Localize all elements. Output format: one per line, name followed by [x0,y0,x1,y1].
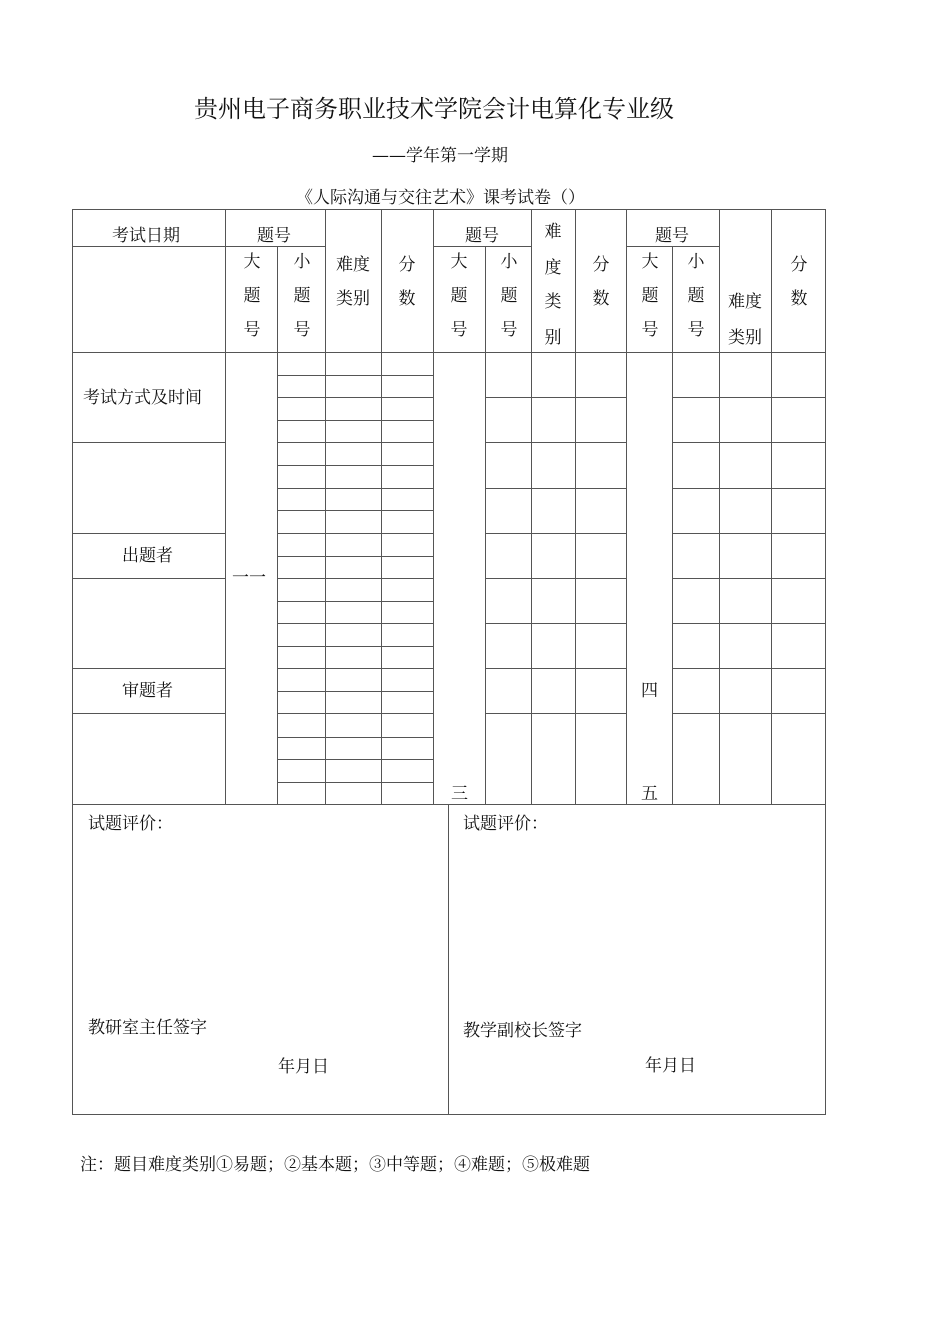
score-header-3: 分 数 [790,255,808,309]
exam-method-label: 考试方式及时间 [83,388,202,408]
section-three-label: 三 [451,784,468,804]
big-no-header-2: 大 题 号 [450,252,468,340]
section-one-label: 一一 [232,568,266,588]
small-no-header-1: 小 题 号 [293,252,311,340]
section-five-label: 五 [641,784,658,804]
big-no-header-1: 大 题 号 [243,252,261,340]
left-date-label: 年月日 [278,1057,329,1077]
right-signature-label: 教学副校长签字 [463,1021,582,1041]
difficulty-header-3: 难度 类别 [728,292,762,348]
question-no-header-2: 题号 [465,226,499,246]
term-line: ——学年第一学期 [372,146,508,166]
exam-date-label: 考试日期 [112,226,180,246]
score-header-1: 分 数 [398,255,416,309]
question-no-header-1: 题号 [257,226,291,246]
big-no-header-3: 大 题 号 [641,252,659,340]
difficulty-header-1: 难度 类别 [336,255,370,309]
small-no-header-2: 小 题 号 [500,252,518,340]
setter-label: 出题者 [122,546,173,566]
small-no-header-3: 小 题 号 [687,252,705,340]
question-no-header-3: 题号 [655,226,689,246]
left-evaluation-label: 试题评价： [88,814,173,834]
difficulty-footnote: 注：题目难度类别①易题；②基本题；③中等题；④难题；⑤极难题 [80,1155,590,1175]
document-title: 贵州电子商务职业技术学院会计电算化专业级 [194,95,674,123]
right-date-label: 年月日 [645,1056,696,1076]
score-header-2: 分 数 [592,255,610,309]
reviewer-label: 审题者 [122,681,173,701]
course-line: 《人际沟通与交往艺术》课考试卷（） [296,188,585,208]
difficulty-header-2: 难 度 类 别 [544,222,562,348]
left-signature-label: 教研室主任签字 [88,1018,207,1038]
section-four-label: 四 [641,681,658,701]
right-evaluation-label: 试题评价： [463,814,548,834]
